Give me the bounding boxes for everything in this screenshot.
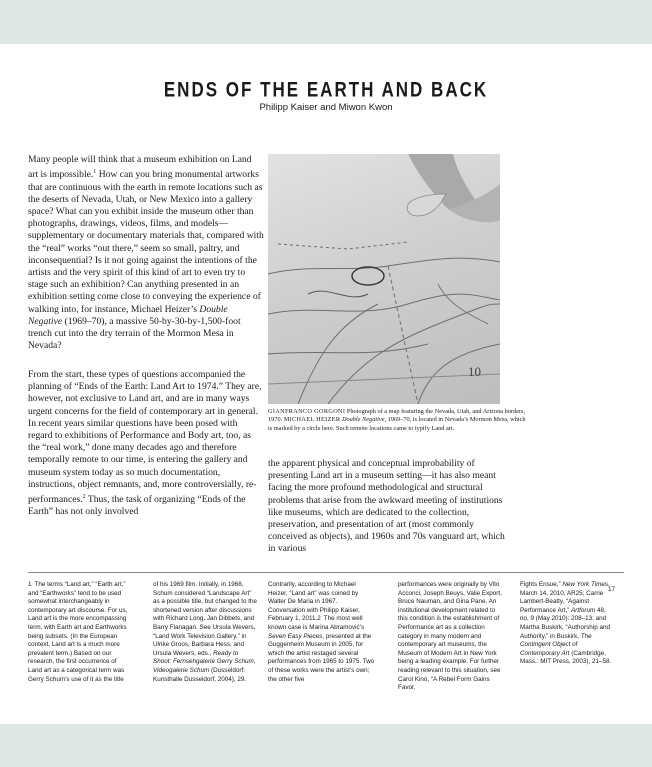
italic-title: Double Negative (28, 303, 228, 327)
body-paragraph-1 (28, 154, 264, 352)
footnote-column-4 (398, 581, 506, 693)
chapter-title: ENDS OF THE EARTH AND BACK (163, 77, 489, 102)
body-paragraph-2 (28, 369, 264, 519)
footnote-ref: 1 (93, 169, 97, 176)
footnote-number: 1 (28, 581, 32, 588)
figure-caption (268, 408, 528, 433)
footnote-column-5 (520, 581, 616, 667)
footnote-ref: 2 (82, 494, 86, 501)
footnote-column-3 (268, 581, 376, 684)
text-run: of his 1969 film. Initially, in 1968, Schum considered “Landscape Art” as a possible title, but changed to the shortened version after discussions with Richard Long, Jan Dibbets, and Barry Flanagan. See Ursula Wevers, “Land Work Television Gallery,” in Ulrike Groos, Barbara Hess, and Ursula Wevers, eds., (153, 581, 257, 657)
map-number: 10 (468, 364, 481, 379)
italic-title: The Contingent Object of Contemporary Art (520, 632, 592, 657)
map-photograph (268, 154, 500, 404)
italic-title: New York Times (562, 581, 609, 588)
caption-name: GIANFRANCO GORGONI (268, 408, 346, 415)
text-run: How can you bring monumental artworks that are continuous with the earth in remote locations such as the deserts of Nevada, Utah, or New Mexico into a gallery space? What can you exhibit inside the museum other than photographs, drawings, videos, films, and models—supplementary or documentary materials that, compared with the “real” works “out there,” seem so small, paltry, and inconsequential? Is it not going against the intentions of the artists and the very spirit of this kind of art to even try to stage such an exhibition? Can anything presented in an exhibition setting come close to conveying the experience of walking into, for instance, Michael Heizer’s (28, 169, 264, 315)
text-run: , March 14, 2010, AR25; Carrie Lambert-Beatty, “Against Performance Art,” (520, 581, 610, 614)
italic-title: Ready to Shoot: Fernsehgalerie Gerry Schum, Videogalerie Schum (153, 649, 256, 674)
chapter-authors: Philipp Kaiser and Miwon Kwon (259, 102, 393, 113)
text-run: performances were originally by Vito Acconci, Joseph Beuys, Valie Export, Bruce Nauman, and Gina Pane. An institutional development related to this condition is the establishment of Performance art as a collection category in many modern and contemporary art museums, the Museum of Modern Art in New York being a leading example. For further reading relevant to this situation, see Carol Kino, “A Rebel Form Gains Favor. (398, 581, 502, 692)
text-run: Contrarily, according to Michael Heizer, “Land art” was coined by Walter De Maria in 1967. Conversation with Philipp Kaiser, February 1, 2011. (268, 581, 360, 623)
text-run: The terms “Land art,” “Earth art,” and “Earthworks” tend to be used somewhat interchangeably in contemporary art discourse. For us, Land art is the more encompassing term, with Earth art and Earthworks being subsets. (In the European context, Land art is a much more prevalent term.) Based on our research, the first occurrence of Land art as a categorical term was Gerry Schum’s use of it as the title (28, 581, 128, 683)
text-run: (Dusseldorf: Kunsthalle Dusseldorf, 2004), 29. (153, 666, 247, 683)
text-run: Photograph of a map featuring the Nevada, Utah, and Arizona borders, 1970. (268, 408, 526, 424)
text-run: Fights Ensue,” (520, 581, 563, 588)
caption-name: MICHAEL HEIZER (283, 416, 341, 424)
footnote-number: 2 (317, 615, 321, 623)
footnote-column-1 (28, 581, 132, 684)
italic-title: Artforum (571, 606, 596, 614)
text-run: Thus, the task of organizing “Ends of the Earth” has not only involved (28, 494, 246, 518)
text-run: From the start, these types of questions accompanied the planning of “Ends of the Earth: Land Art to 1974.” They are, however, not exclusive to Land art, and are in many ways urgent concerns for the field of contemporary art in general. In recent years similar questions have been posed with regard to exhibitions of Performance and Body art, too, as the “real work,” done many decades ago and therefore temporally remote to our time, is entering the gallery and museum system today as so much documentation, instructions, object remnants, and, more controversially, re-performances. (28, 369, 262, 506)
footnote-divider (28, 572, 624, 573)
text-run: (Cambridge, Mass.: MIT Press, 2003), 21–58. (520, 649, 612, 666)
body-paragraph-3 (268, 458, 512, 556)
italic-title: Seven Easy Pieces (268, 632, 323, 640)
book-page (0, 44, 652, 724)
text-run: the apparent physical and conceptual improbability of presenting Land art in a museum setting—it has also meant facing the more profound methodological and structural problems that arise from the awkward meeting of institutions like museums, which are dedicated to the collection, preservation, and presentation of art (most commonly conceived as objects), and 1960s and 70s vanguard art, which in various (268, 458, 505, 555)
text-run: Many people will think that a museum exhibition on Land art is impossible. (28, 154, 252, 181)
text-run: The most well known case is Marina Abramović’s (268, 615, 365, 631)
italic-title: Double Negative (341, 416, 385, 424)
footnote-column-2 (153, 581, 258, 684)
text-run: , 1969–70, is located in Nevada’s Mormon Mesa, which is marked by a circle here. Such remote locations came to typify Land art. (268, 416, 526, 432)
page-number: 17 (608, 586, 616, 593)
text-run: , presented at the Guggenheim Museum in 2005, for which the artist restaged several performances from 1965 to 1975. Two of these works were the artist’s own; the other five (268, 632, 375, 683)
text-run: (1969–70), a massive 50-by-30-by-1,500-foot trench cut into the dry terrain of the Mormon Mesa in Nevada? (28, 315, 241, 352)
text-run: 48, no. 9 (May 2010): 208–13; and Martha Buskirk, “Authorship and Authority,” in Buskirk, (520, 606, 610, 640)
